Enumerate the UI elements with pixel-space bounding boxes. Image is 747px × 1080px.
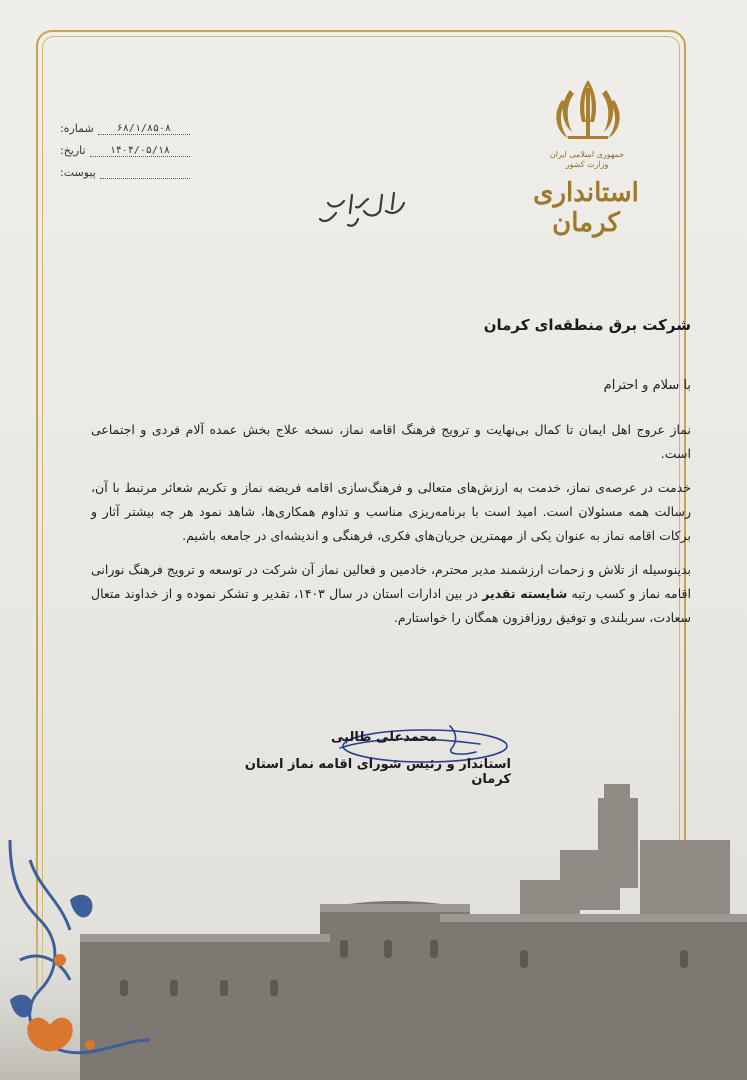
paragraph-3-highlight: شایسته تقدیر (482, 586, 568, 601)
date-label: تاریخ: (60, 144, 86, 157)
attachment-label: پیوست: (60, 166, 96, 179)
basmala-calligraphy-icon (316, 185, 411, 230)
paragraph-1: نماز عروج اهل ایمان تا کمال بی‌نهایت و ترویج فرهنگ اقامه نماز، نسخه علاج بخش عمده آلام فردی و اجتماعی است. (91, 422, 691, 461)
meta-number-row (60, 113, 190, 135)
number-label: شماره: (60, 122, 94, 135)
letter-body (91, 418, 691, 640)
paragraph-3-part-a: بدینوسیله از تلاش و زحمات ارزشمند مدیر محترم، خادمین و فعالین نماز آن شرکت در توسعه و ترویج فرهنگ نورانی اقامه نماز و کسب رتبه (91, 562, 691, 601)
date-value: ۱۴۰۴/۰۵/۱۸ (90, 145, 190, 157)
recipient: شرکت برق منطقه‌ای کرمان (483, 316, 691, 334)
emblem-caption: جمهوری اسلامی ایران وزارت کشور (549, 150, 625, 169)
attachment-value (100, 178, 190, 179)
letter-meta (60, 113, 190, 179)
meta-date-row (60, 135, 190, 157)
signer-name: محمدعلی طالبی (331, 730, 437, 745)
number-value: ۶۸/۱/۸۵۰۸ (98, 123, 190, 135)
greeting: با سلام و احترام (603, 378, 691, 393)
paragraph-3-part-b: در بین ادارات استان در سال ۱۴۰۳، تقدیر و تشکر نموده و از خداوند متعال سعادت، سربلندی و توفیق روزافزون همگان را خواستارم. (91, 586, 691, 625)
paragraph-2: خدمت در عرصه‌ی نماز، خدمت به ارزش‌های متعالی و فرهنگ‌سازی اقامه فریضه نماز و تکریم شعائر مرتبط با آن، رسالت همه مسئولان است. امید است با برنامه‌ریزی مناسب و تداوم همکاری‌ها، شاهد نمود هر چه بیشتر آثار و برکات اقامه نماز به عنوان یکی از مهمترین جریان‌های فکری، فرهنگی و اندیشه‌ای در جامعه باشیم. (91, 480, 691, 543)
paragraph-3 (91, 558, 691, 630)
signer-title: استاندار و رئیس شورای اقامه نماز استان کرمان (244, 757, 511, 787)
meta-attachment-row (60, 157, 190, 179)
organization-name: استانداری کرمان (533, 178, 639, 238)
floral-ornament-icon (0, 840, 160, 1080)
